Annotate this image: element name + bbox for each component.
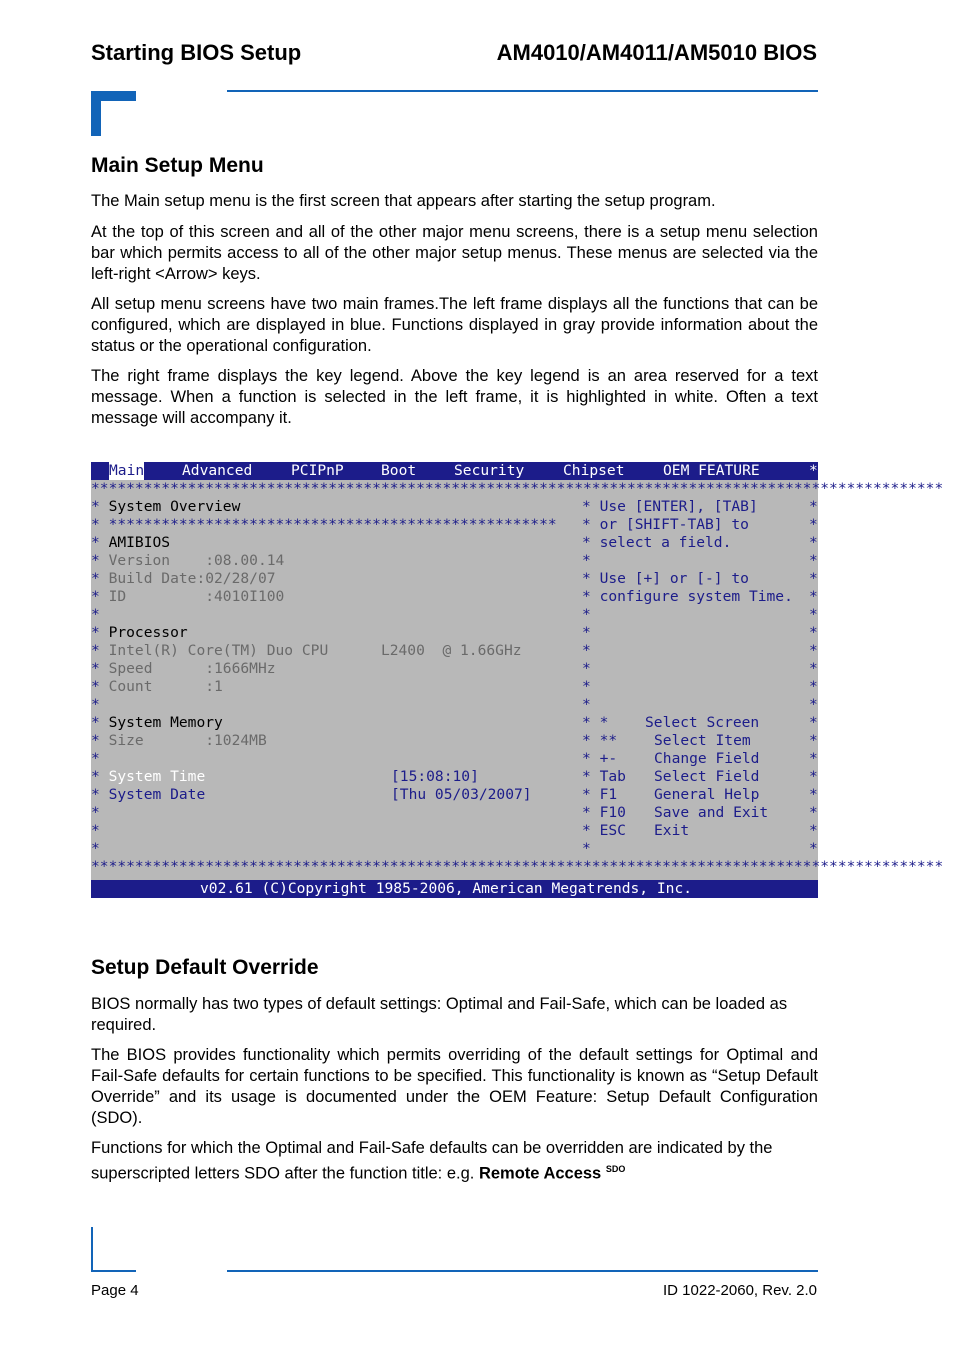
sdo-superscript: SDO — [605, 1164, 626, 1174]
main-setup-paragraph-3: All setup menu screens have two main frames.The left frame displays all the functions that can be configured, which are displayed in blue. Functions displayed in gray provide information about the status or the operational configuration. — [91, 295, 818, 355]
main-setup-paragraph-1: The Main setup menu is the first screen that appears after starting the setup program. — [91, 192, 716, 210]
bios-top-border: ************************************************************************************************* — [91, 480, 944, 497]
bios-key-desc-select-screen: Select Screen — [645, 714, 760, 731]
bios-help-line-1: Use [ENTER], [TAB] — [599, 498, 758, 515]
bios-key-desc-change-field: Change Field — [654, 750, 760, 767]
bios-menu-star: * — [809, 462, 818, 479]
bios-memory-size: Size :1024MB — [108, 732, 267, 749]
header-section-title: Starting BIOS Setup — [91, 40, 302, 65]
main-setup-paragraph-4: The right frame displays the key legend. Above the key legend is an area reserved for a text message. When a function is selected in the left frame, it is highlighted in white. Often a text message will accompany it. — [91, 367, 818, 427]
bios-key-change-field: +- — [599, 750, 618, 767]
bios-key-desc-select-item: Select Item — [654, 732, 751, 749]
bios-help-line-6: configure system Time. — [599, 588, 793, 605]
bios-speed: Speed :1666MHz — [108, 660, 276, 677]
bios-screen: Main Advanced PCIPnP Boot Security Chipset OEM FEATURE * ************************************************************************************************* * System Overview * *************************************************** * AMIBIOS * Version :08.00.14 * Build Date:02/28/07 * ID :4010I100 * * Processor * Intel(R) Core(TM) Duo CPU L2400 @ 1.66GHz * Speed :1666MHz * Count :1 * * System Memory * Size :1024MB * * System Time [15:08:10] * System Date [Thu 05/03/2007] * * * * Use [ENTER], [TAB] * or [SHIFT-TAB] to * select a field. * * Use [+] or [-] to * configure system Time. * * * * * * * * Select Screen * ** Select Item * +- Change Field * Tab Select Field * F1 General Help * F10 Save and Exit * ESC Exit * * * * * * * * * * * * * * * * * * * * * ************************************************************************************************* v02.61 (C)Copyright 1985-2006, American Megatrends, Inc. — [91, 462, 944, 897]
sdo-heading: Setup Default Override — [91, 956, 319, 979]
document-id: ID 1022-2060, Rev. 2.0 — [663, 1282, 817, 1299]
bios-key-select-screen: * — [599, 714, 609, 731]
bios-version: Version :08.00.14 — [108, 552, 285, 569]
bios-menu-main[interactable]: Main — [109, 462, 145, 479]
bios-system-overview: System Overview — [108, 498, 241, 515]
bios-help-line-5: Use [+] or [-] to — [599, 570, 749, 587]
bios-menu-security[interactable]: Security — [454, 462, 525, 479]
bios-system-date-label[interactable]: System Date — [108, 786, 206, 803]
bios-key-desc-exit: Exit — [654, 822, 690, 839]
bios-menu-pcipnp[interactable]: PCIPnP — [291, 462, 344, 479]
header-product-title: AM4010/AM4011/AM5010 BIOS — [496, 40, 817, 65]
bios-system-memory: System Memory — [108, 714, 223, 731]
bios-system-time-value[interactable]: [15:08:10] — [391, 768, 479, 785]
bios-id: ID :4010I100 — [108, 588, 285, 605]
bios-menu-advanced[interactable]: Advanced — [182, 462, 253, 479]
header-rule — [227, 90, 818, 92]
bios-system-time-label[interactable]: System Time — [108, 768, 206, 785]
bios-menu-boot[interactable]: Boot — [381, 462, 417, 479]
bios-bottom-border: ************************************************************************************************* — [91, 858, 944, 875]
bios-amibios: AMIBIOS — [108, 534, 171, 551]
bios-system-date-value[interactable]: [Thu 05/03/2007] — [391, 786, 532, 803]
bios-menu-bar — [91, 462, 818, 480]
corner-mark-top — [91, 91, 136, 136]
bios-count: Count :1 — [108, 678, 223, 695]
bios-help-line-2: or [SHIFT-TAB] to — [599, 516, 749, 533]
bios-help-line-3: select a field. — [599, 534, 732, 551]
sdo-paragraph-2: The BIOS provides functionality which permits overriding of the default settings for Optimal and Fail-Safe defaults for certain functions to be specified. This functionality is known as “Setup Default Override” and its usage is documented under the OEM Feature: Setup Default Configuration (SDO). — [91, 1046, 818, 1127]
bios-key-desc-general-help: General Help — [654, 786, 760, 803]
bios-key-tab: Tab — [599, 768, 626, 785]
bios-cpu: Intel(R) Core(TM) Duo CPU L2400 @ 1.66GHz — [108, 642, 522, 659]
main-setup-paragraph-2: At the top of this screen and all of the other major menu screens, there is a setup menu selection bar which permits access to all of the other major setup menus. These menus are selected via the left-right <Arrow> keys. — [91, 223, 818, 283]
bios-processor: Processor — [108, 624, 188, 641]
bios-key-select-item: ** — [599, 732, 618, 749]
bios-key-esc: ESC — [599, 822, 626, 839]
bios-key-f10: F10 — [599, 804, 626, 821]
sdo-paragraph-1: BIOS normally has two types of default settings: Optimal and Fail-Safe, which can be loaded as required. — [91, 995, 788, 1034]
sdo-example-function: Remote Access — [478, 1164, 602, 1183]
footer-rule — [227, 1270, 818, 1272]
corner-mark-bottom — [91, 1227, 136, 1272]
bios-overview-divider: * *************************************************** — [91, 516, 557, 533]
bios-footer: v02.61 (C)Copyright 1985-2006, American Megatrends, Inc. — [91, 880, 818, 898]
sdo-paragraph-3: Functions for which the Optimal and Fail-Safe defaults can be overridden are indicated by the superscripted letters SDO after the function title: e.g. Remote Access $^{SDO}$ — [91, 1139, 773, 1183]
bios-menu-oem-feature[interactable]: OEM FEATURE — [663, 462, 760, 479]
page-number: Page 4 — [91, 1282, 139, 1299]
bios-key-desc-save-exit: Save and Exit — [654, 804, 769, 821]
bios-key-desc-select-field: Select Field — [654, 768, 760, 785]
bios-menu-chipset[interactable]: Chipset — [563, 462, 625, 479]
bios-key-f1: F1 — [599, 786, 618, 803]
main-setup-heading: Main Setup Menu — [91, 154, 264, 177]
bios-build-date: Build Date:02/28/07 — [108, 570, 276, 587]
